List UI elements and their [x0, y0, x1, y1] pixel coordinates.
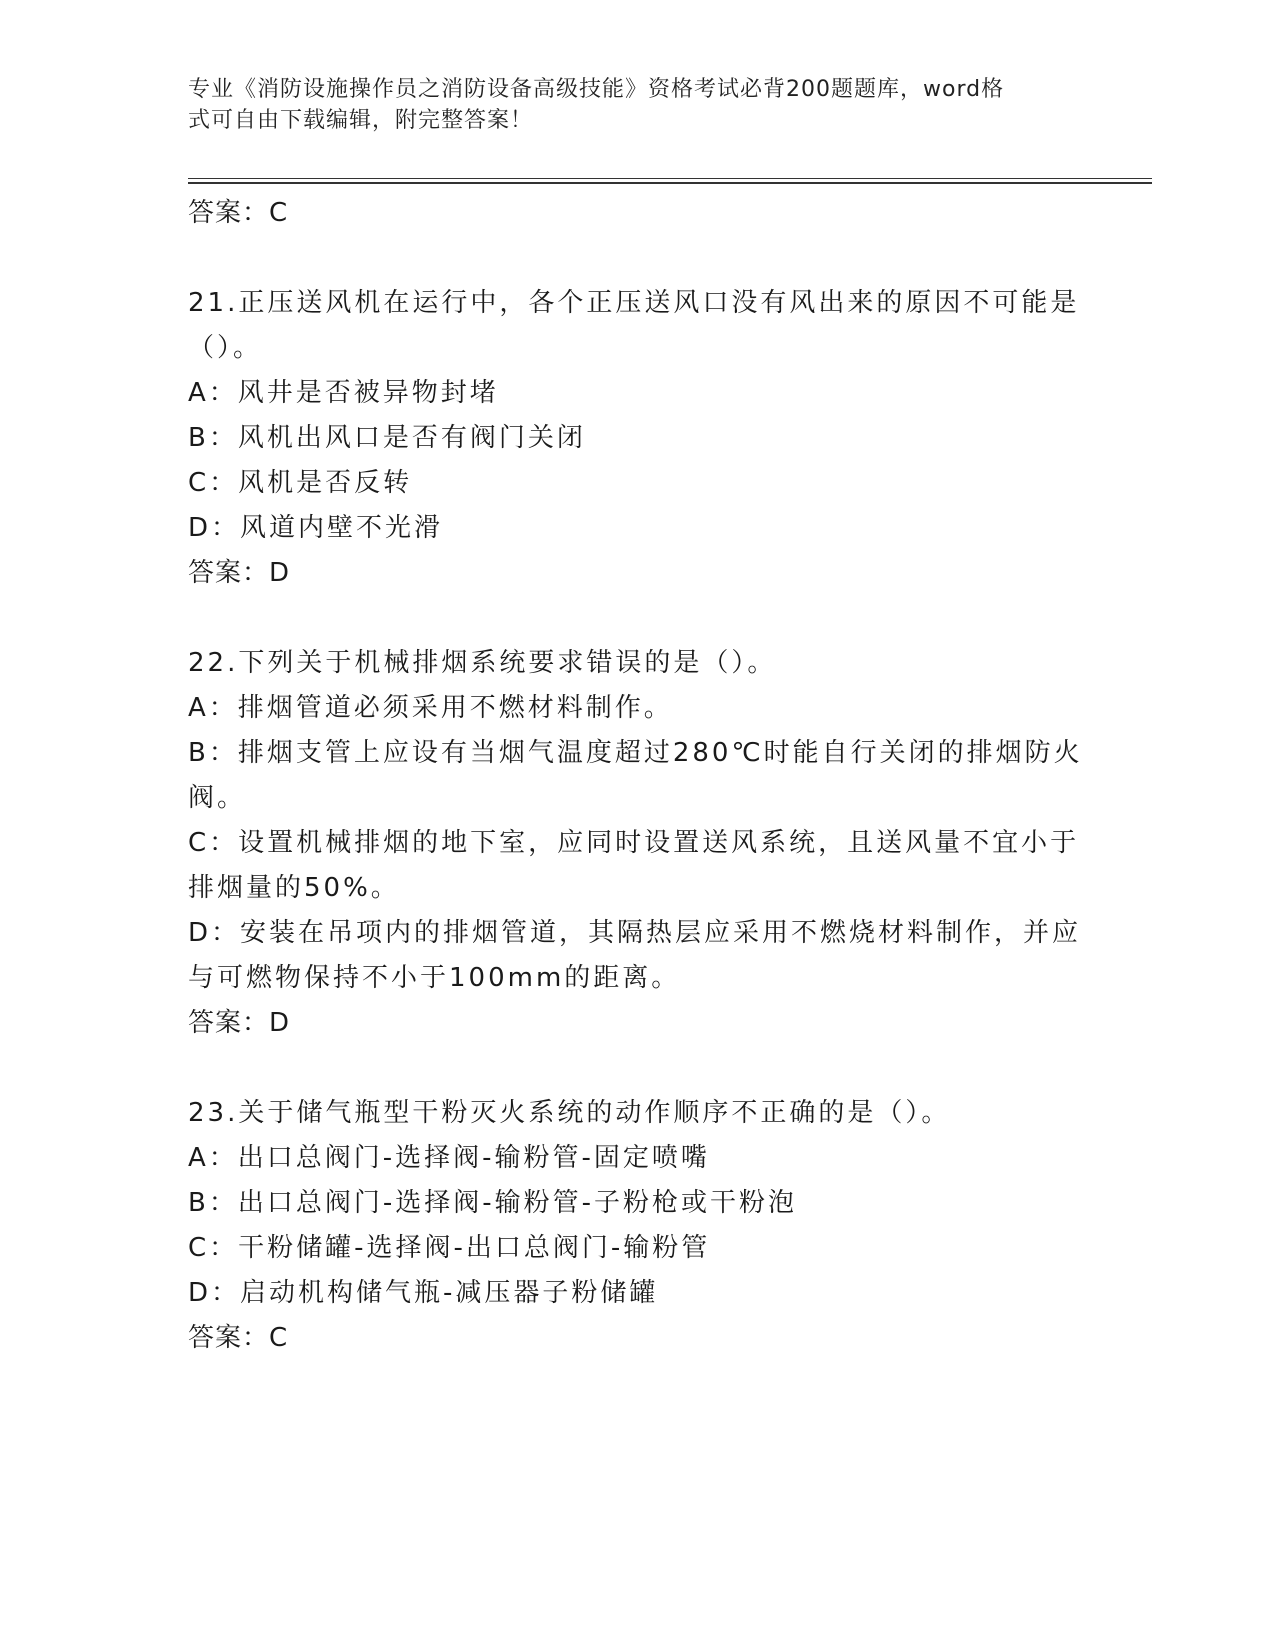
spacer: [188, 236, 1088, 281]
option-d-continued: 与可燃物保持不小于100mm的距离。: [188, 963, 681, 993]
option-c: C：干粉储罐-选择阀-出口总阀门-输粉管: [188, 1233, 711, 1263]
question-23: [188, 1091, 1088, 1361]
header-rule-thin: [188, 178, 1152, 179]
option-a: A：风井是否被异物封堵: [188, 378, 499, 408]
option-c: C：风机是否反转: [188, 468, 413, 498]
answer: 答案：D: [188, 1008, 291, 1038]
option-c-continued: 排烟量的50%。: [188, 873, 400, 903]
option-c: C：设置机械排烟的地下室，应同时设置送风系统，且送风量不宜小于: [188, 828, 1080, 858]
previous-answer: 答案：C: [188, 198, 289, 228]
header-line-2: 式可自由下载编辑，附完整答案！: [188, 108, 534, 133]
option-b: B：排烟支管上应设有当烟气温度超过280℃时能自行关闭的排烟防火: [188, 738, 1083, 768]
header-rule-thick: [188, 182, 1152, 184]
question-21: [188, 281, 1088, 596]
question-text-line: 23.关于储气瓶型干粉灭火系统的动作顺序不正确的是（）。: [188, 1098, 951, 1128]
answer: 答案：D: [188, 558, 291, 588]
option-a: A：排烟管道必须采用不燃材料制作。: [188, 693, 673, 723]
header-line-1: 专业《消防设施操作员之消防设备高级技能》资格考试必背200题题库，word格: [188, 77, 1005, 102]
option-b-continued: 阀。: [188, 783, 247, 813]
question-text-line: 22.下列关于机械排烟系统要求错误的是（）。: [188, 648, 777, 678]
option-d: D：启动机构储气瓶-减压器子粉储罐: [188, 1278, 659, 1308]
option-a: A：出口总阀门-选择阀-输粉管-固定喷嘴: [188, 1143, 710, 1173]
option-b: B：风机出风口是否有阀门关闭: [188, 423, 586, 453]
spacer: [188, 596, 1088, 641]
question-text-line: 21.正压送风机在运行中，各个正压送风口没有风出来的原因不可能是: [188, 288, 1080, 318]
page-header: [188, 74, 1068, 136]
answer: 答案：C: [188, 1323, 289, 1353]
option-b: B：出口总阀门-选择阀-输粉管-子粉枪或干粉泡: [188, 1188, 797, 1218]
option-d: D：风道内壁不光滑: [188, 513, 444, 543]
question-text-line: （）。: [188, 333, 263, 363]
spacer: [188, 1046, 1088, 1091]
option-d: D：安装在吊项内的排烟管道，其隔热层应采用不燃烧材料制作，并应: [188, 918, 1082, 948]
question-22: [188, 641, 1088, 1046]
question-list: [188, 191, 1088, 1361]
